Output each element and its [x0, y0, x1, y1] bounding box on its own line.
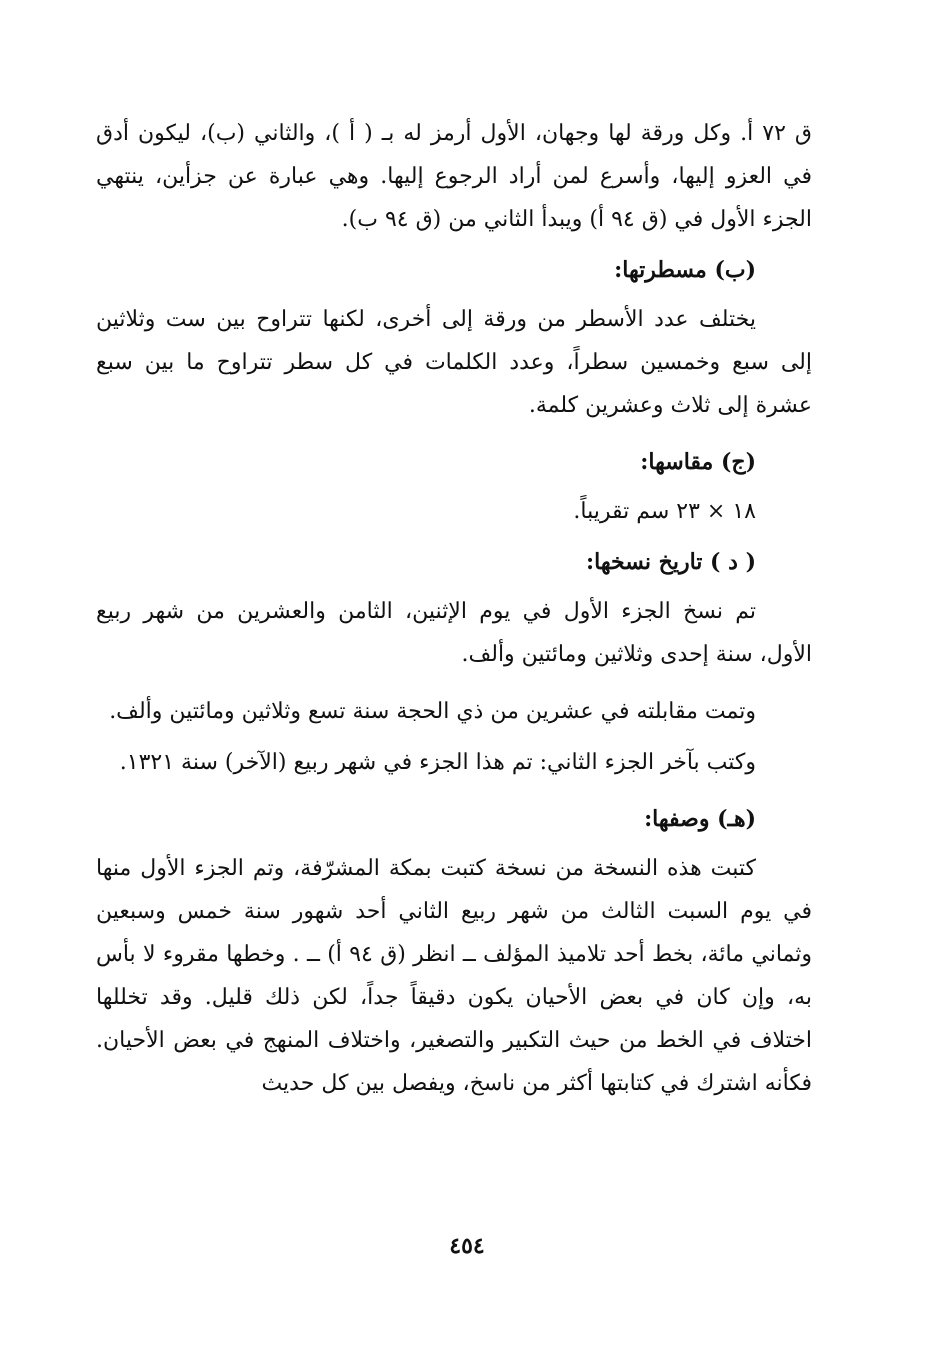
- section-heading-e: (هـ) وصفها:: [644, 806, 756, 832]
- section-text-d-1: تم نسخ الجزء الأول في يوم الإثنين، الثامن والعشرين من شهر ربيع الأول، سنة إحدى وثلاثين ومائتين وألف.: [96, 599, 812, 667]
- section-text-d-2: وتمت مقابلته في عشرين من ذي الحجة سنة تسع وثلاثين ومائتين وألف.: [109, 699, 756, 724]
- page-number: ٤٥٤: [449, 1233, 485, 1259]
- section-text-d-3: وكتب بآخر الجزء الثاني: تم هذا الجزء في شهر ربيع (الآخر) سنة ١٣٢١.: [119, 750, 756, 775]
- section-text-b: يختلف عدد الأسطر من ورقة إلى أخرى، لكنها تتراوح بين ست وثلاثين إلى سبع وخمسين سطراً، وعدد الكلمات في كل سطر تتراوح ما بين سبع عشرة إلى ثلاث وعشرين كلمة.: [96, 307, 812, 418]
- section-text-c: ١٨ × ٢٣ سم تقريباً.: [573, 499, 756, 524]
- section-heading-d: ( د ) تاريخ نسخها:: [586, 549, 756, 575]
- intro-paragraph: ق ٧٢ أ. وكل ورقة لها وجهان، الأول أرمز له بـ ( أ )، والثاني (ب)، ليكون أدق في العزو إليها، وأسرع لمن أراد الرجوع إليها. وهي عبارة عن جزأين، ينتهي الجزء الأول في (ق ٩٤ أ) ويبدأ الثاني من (ق ٩٤ ب).: [96, 121, 812, 232]
- section-heading-c: (ج) مقاسها:: [640, 449, 756, 475]
- section-text-e: كتبت هذه النسخة من نسخة كتبت بمكة المشرّفة، وتم الجزء الأول منها في يوم السبت الثالث من شهر ربيع الثاني أحد شهور سنة خمس وسبعين وثماني مائة، بخط أحد تلاميذ المؤلف ــ انظر (ق ٩٤ أ) ــ . وخطها مقروء لا بأس به، وإن كان في بعض الأحيان يكون دقيقاً جداً، لكن ذلك قليل. وقد تخللها اختلاف في الخط من حيث التكبير والتصغير، واختلاف المنهج في بعض الأحيان. فكأنه اشترك في كتابتها أكثر من ناسخ، ويفصل بين كل حديث: [96, 856, 812, 1096]
- section-heading-b: (ب) مسطرتها:: [614, 257, 756, 283]
- page-body: [96, 112, 812, 1105]
